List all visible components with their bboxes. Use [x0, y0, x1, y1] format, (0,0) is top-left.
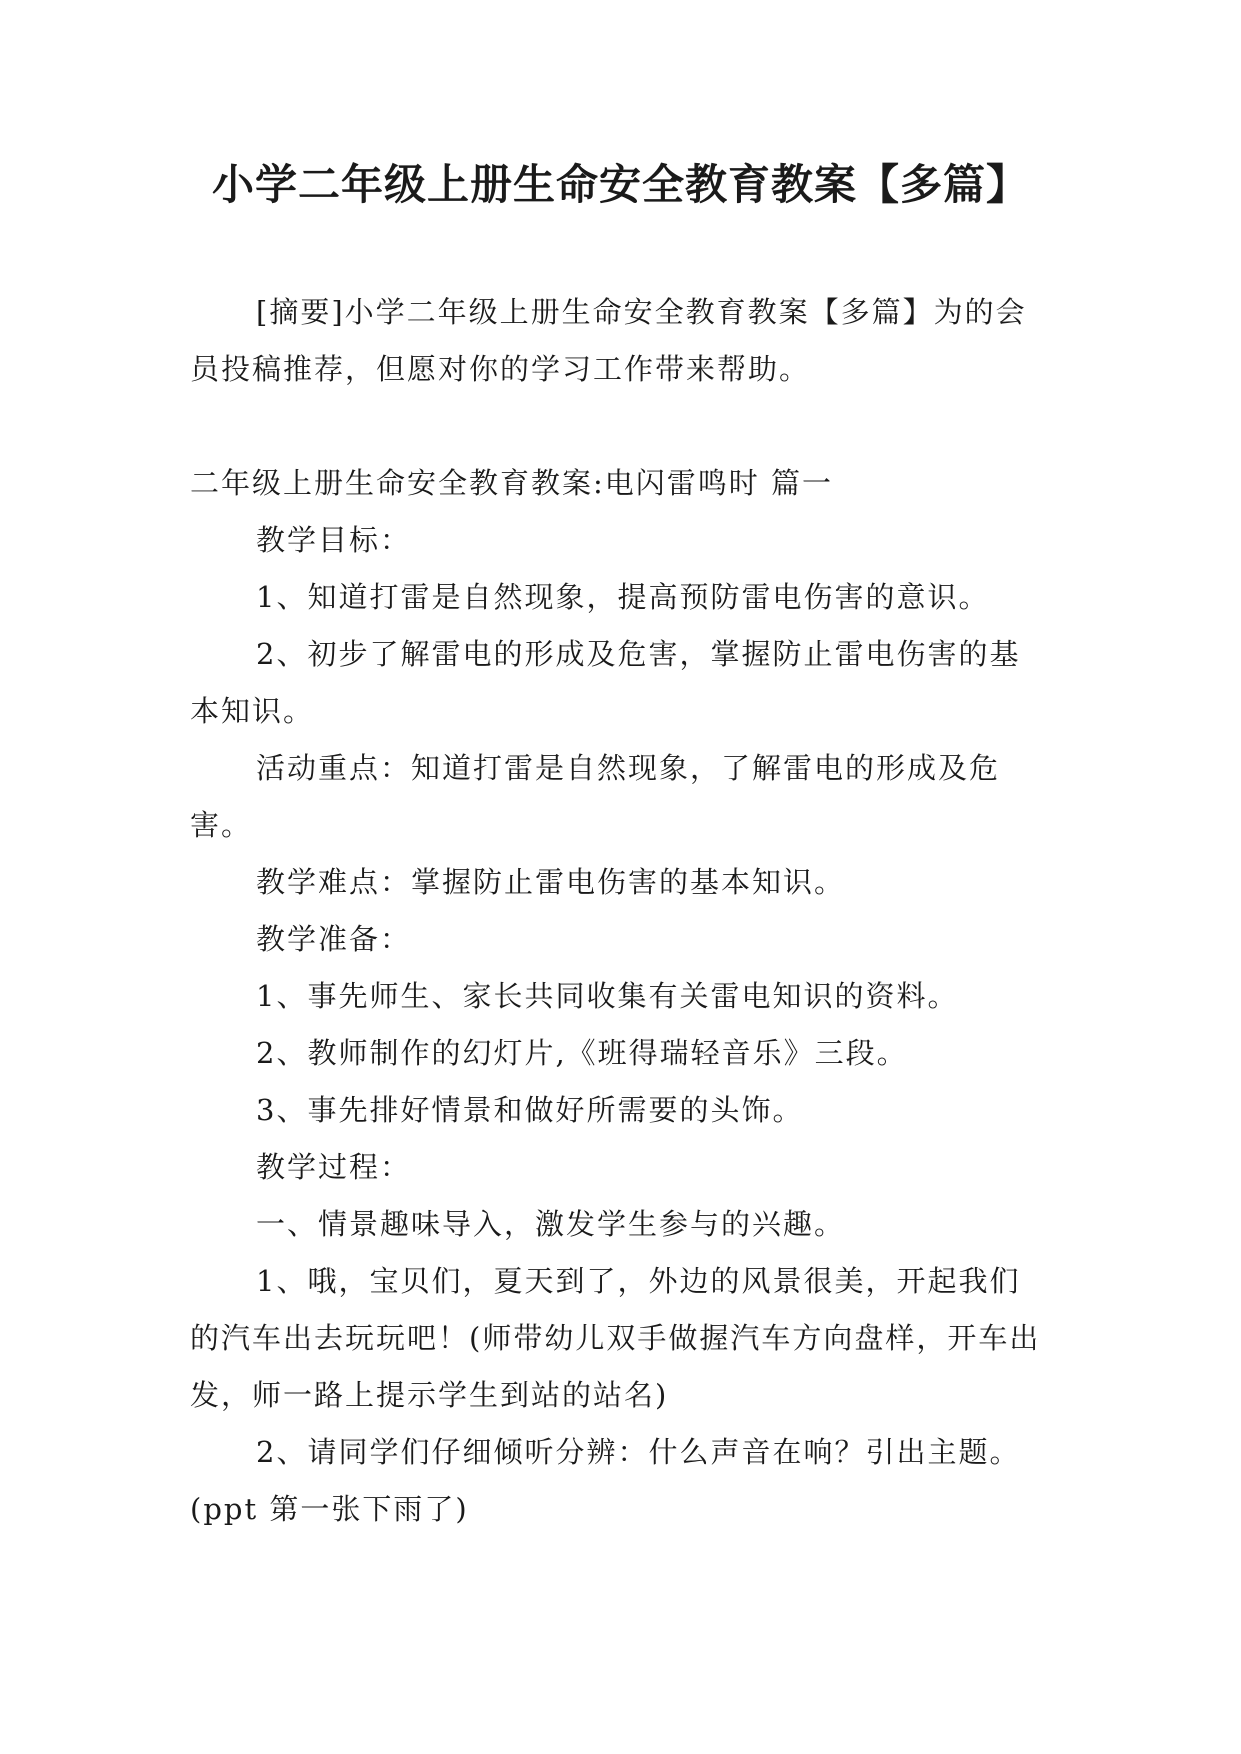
paragraph-step-1: 1、哦，宝贝们，夏天到了，外边的风景很美，开起我们的汽车出去玩玩吧！(师带幼儿双手做握汽车方向盘样，开车出发，师一路上提示学生到站的站名) — [190, 1264, 1041, 1412]
document-body — [190, 284, 1050, 1538]
document-title: 小学二年级上册生命安全教育教案【多篇】 — [211, 160, 1029, 209]
paragraph-teaching-goals: 教学目标： — [256, 523, 412, 557]
paragraph-process: 教学过程： — [256, 1150, 412, 1184]
paragraph-difficulties: 教学难点：掌握防止雷电伤害的基本知识。 — [256, 865, 846, 899]
paragraph-preparation: 教学准备： — [256, 922, 412, 956]
paragraph-step-2: 2、请同学们仔细倾听分辨：什么声音在响？引出主题。(ppt 第一张下雨了) — [190, 1435, 1021, 1526]
paragraph-goal-2: 2、初步了解雷电的形成及危害，掌握防止雷电伤害的基本知识。 — [190, 637, 1021, 728]
paragraph-prep-3: 3、事先排好情景和做好所需要的头饰。 — [256, 1093, 804, 1127]
paragraph-prep-1: 1、事先师生、家长共同收集有关雷电知识的资料。 — [256, 979, 959, 1013]
section-heading: 二年级上册生命安全教育教案:电闪雷鸣时 篇一 — [190, 466, 833, 500]
paragraph-prep-2: 2、教师制作的幻灯片,《班得瑞轻音乐》三段。 — [256, 1036, 908, 1070]
paragraph-step-intro: 一、情景趣味导入，激发学生参与的兴趣。 — [256, 1207, 846, 1241]
abstract-paragraph: [摘要]小学二年级上册生命安全教育教案【多篇】为的会员投稿推荐，但愿对你的学习工作带来帮助。 — [190, 295, 1027, 386]
paragraph-goal-1: 1、知道打雷是自然现象，提高预防雷电伤害的意识。 — [256, 580, 990, 614]
paragraph-spacer — [190, 398, 1050, 455]
paragraph-key-points: 活动重点：知道打雷是自然现象，了解雷电的形成及危害。 — [190, 751, 1001, 842]
